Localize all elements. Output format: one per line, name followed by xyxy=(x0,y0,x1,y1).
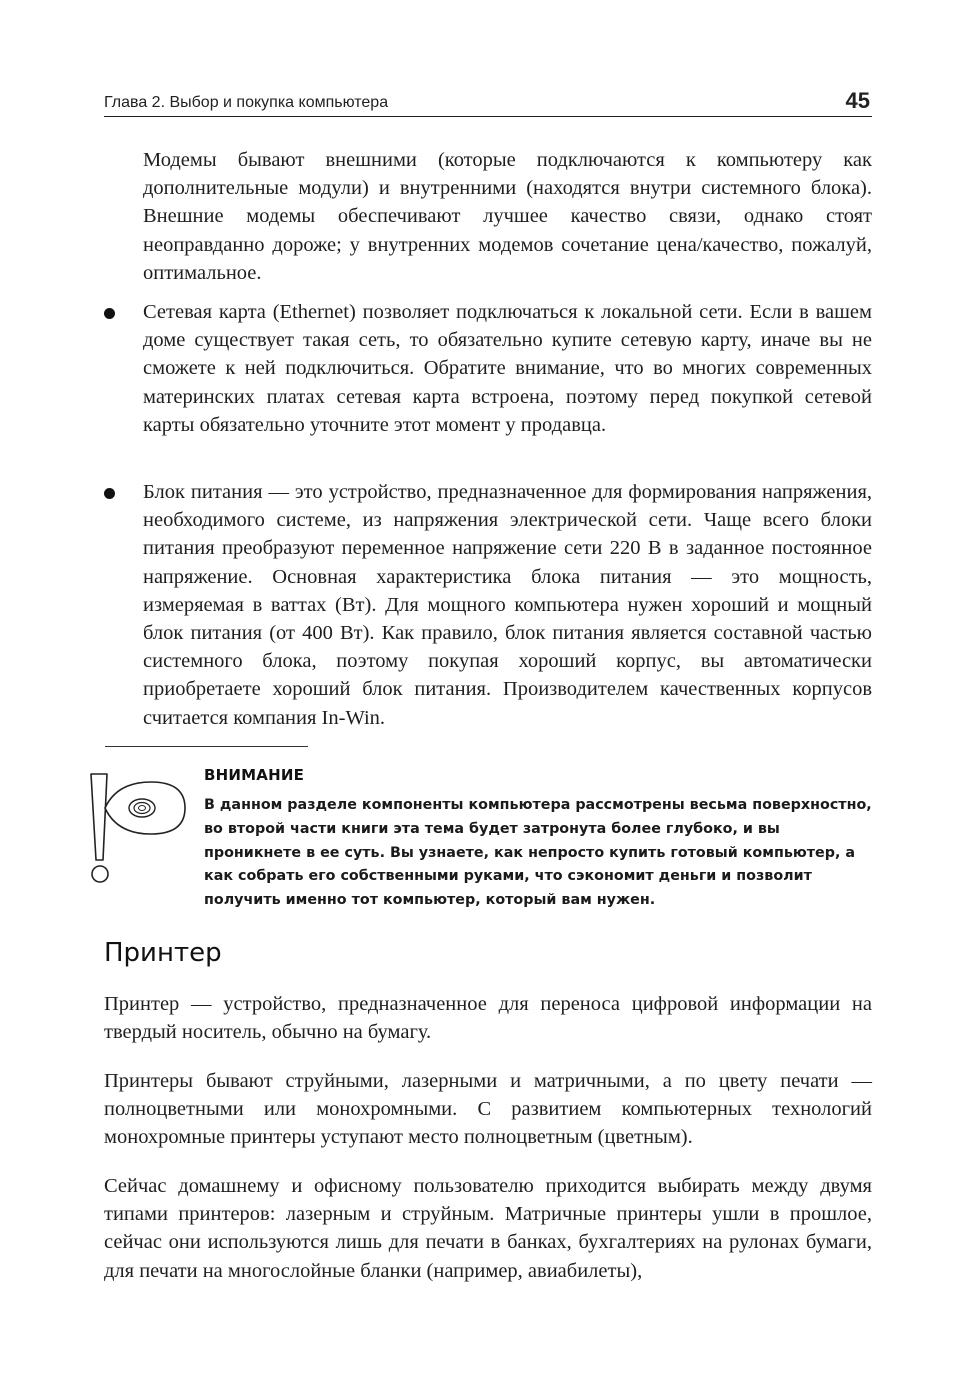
page-number: 45 xyxy=(845,88,870,113)
note-divider xyxy=(105,746,308,747)
bullet-text: Блок питания — это устройство, предназначенное для формирования напряжения, необходимого системе, из напряжения электрической сети. Чаще всего блоки питания преобразуют переменное напряжение сети 220 В в заданное постоянное напряжение. Основная характеристика блока питания — это мощность, измеряемая в ваттах (Вт). Для мощного компьютера нужен хороший и мощный блок питания (от 400 Вт). Как правило, блок питания является составной частью системного блока, поэтому покупая хороший корпус, вы автоматически приобретаете хороший блок питания. Производителем качественных корпусов считается компания In-Win. xyxy=(143,481,872,729)
bullet-text: Сетевая карта (Ethernet) позволяет подключаться к локальной сети. Если в вашем доме существует такая сеть, то обязательно купите сетевую карту, иначе вы не сможете к ней подключиться. Обратите внимание, что во многих современных материнских платах сетевая карта встроена, поэтому перед покупкой сетевой карты обязательно уточните этот момент у продавца. xyxy=(143,301,872,436)
attention-note xyxy=(87,746,872,916)
section-paragraph: Сейчас домашнему и офисному пользователю приходится выбирать между двумя типами принтеров: лазерным и струйным. Матричные принтеры ушли в прошлое, сейчас они используются лишь для печати в банках, бухгалтериях на рулонах бумаги, для печати на многослойные бланки (например, авиабилеты), xyxy=(104,1175,872,1282)
warning-disc-icon xyxy=(87,768,197,894)
section-paragraph: Принтер — устройство, предназначенное для переноса цифровой информации на твердый носитель, обычно на бумагу. xyxy=(104,993,872,1044)
section-paragraph: Принтеры бывают струйными, лазерными и матричными, а по цвету печати — полноцветными или монохромными. С развитием компьютерных технологий монохромные принтеры уступают место полноцветным (цветным). xyxy=(104,1070,872,1149)
bullet-dot-icon xyxy=(104,488,115,499)
bullet-dot-icon xyxy=(104,308,115,319)
chapter-title: Глава 2. Выбор и покупка компьютера xyxy=(104,94,389,111)
note-title: ВНИМАНИЕ xyxy=(204,766,305,784)
intro-paragraph: Модемы бывают внешними (которые подключаются к компьютеру как дополнительные модули) и внутренними (находятся внутри системного блока). Внешние модемы обеспечивают лучшее качество связи, однако стоят неоправданно дороже; у внутренних модемов сочетание цена/качество, пожалуй, оптимальное. xyxy=(143,149,872,284)
section-heading: Принтер xyxy=(104,938,222,968)
running-header xyxy=(104,86,872,117)
note-text: В данном разделе компоненты компьютера рассмотрены весьма поверхностно, во второй части книги эта тема будет затронута более глубоко, и вы проникнете в ее суть. Вы узнаете, как непросто купить готовый компьютер, а как собрать его собственными руками, что сэкономит деньги и позволит получить именно тот компьютер, который вам нужен. xyxy=(204,797,872,909)
